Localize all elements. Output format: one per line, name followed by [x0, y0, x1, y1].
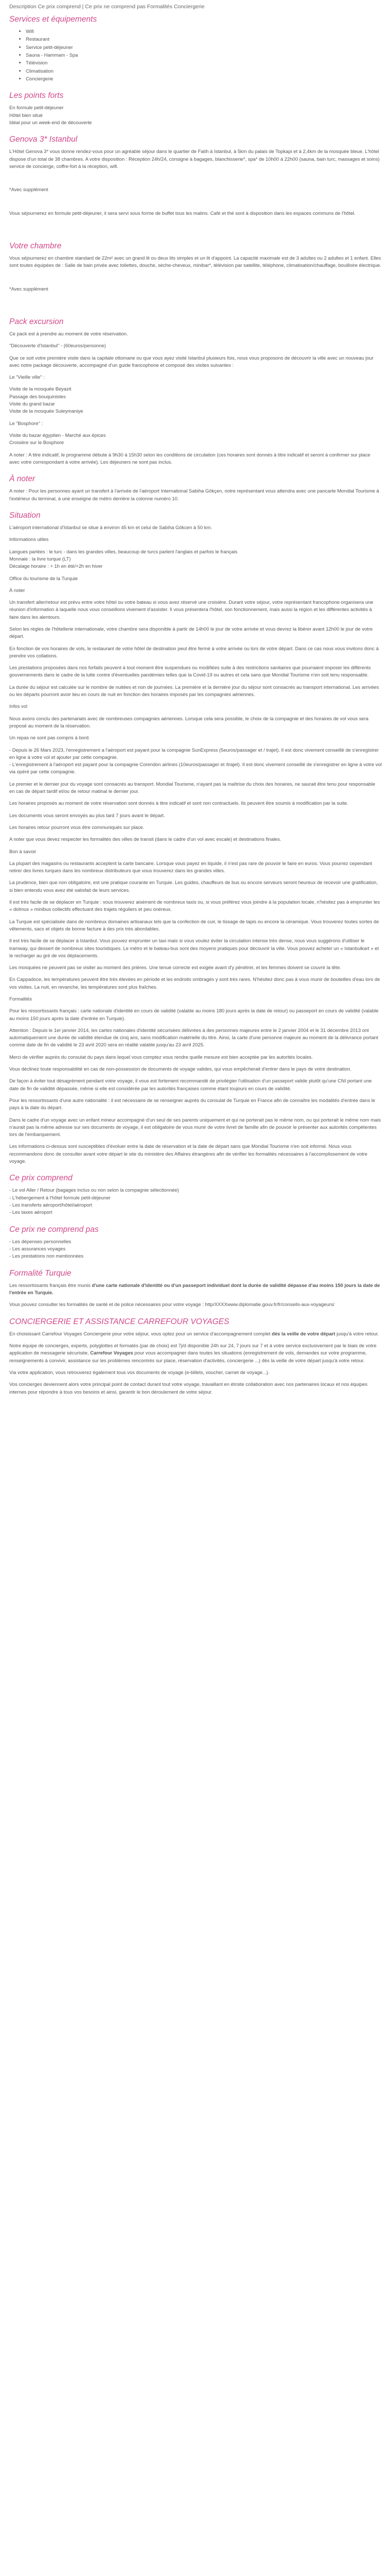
- service-item: • Wifi: [26, 28, 382, 35]
- formalite-heading: Formalité Turquie: [9, 1268, 72, 1278]
- pack-paragraph: A noter : A titre indicatif, le programme débute à 9h30 à 15h30 selon les conditions de circulation (ces horaires sont donnés à titre indicatif et seront à confirmer sur place avec votre correspondant à votre arrivée). Les déjeuners ne sont pas inclus.: [9, 451, 370, 465]
- conciergerie-text: En choisissant Carrefour Voyages Conciergerie pour votre séjour, vous optez pour un service d'accompagnement complet: [9, 1330, 272, 1336]
- situation-paragraph: Il est très facile de se déplacer en Turquie : vous trouverez aisément de nombreux taxis ou, si vous préférez vous joindre à la population locale, n'hésitez pas à emprunter les « dolmus » minibus collectifs effectuant des trajets réguliers et peu onéreux.: [9, 899, 380, 912]
- conciergerie-text: Notre équipe de concierges, experts, polyglottes et formatés (par de choix) est 7j/d disponible 24h sur 24, 7 jours sur 7 et à votre service exclusivement par le biais de votre application de messagerie sécurisée,: [9, 1343, 377, 1356]
- hotel-paragraph: L'Hôtel Genova 3* vous donne rendez-vous pour un agréable séjour dans le quartier de Fatih à Istanbul, à 5km du palais de Topkapi et à 2,4km de la mosquée bleue. L'hôtel dispose d'un total de 38 chambres. A votre disposition : Réception 24h/24, consigne à bagages, blanchisserie*, spa* de 10h00 à 22h00 (sauna, bain turc, massages et soins) service de concierge, coffre-fort à la réception, wifi.: [9, 148, 380, 169]
- hotel-note: *Avec supplément: [9, 187, 48, 193]
- inclus-line: - Les taxes aéroport: [9, 1209, 53, 1215]
- situation-paragraph: Les prestations proposées dans nos forfaits peuvent à tout moment être suspendues ou modifiées suite à des restrictions sanitaires que pourraient imposer les différents gouvernements dans le cadre de la lutte contre d'éventuelles pandémies telles que la Covid-19 ou autres et cela sans que Mondial Tourisme n'en soit tenu responsable.: [9, 665, 371, 678]
- pack-paragraph: Ce pack est à prendre au moment de votre réservation.: [9, 331, 128, 336]
- situation-paragraph: Bon à savoir: [9, 848, 37, 854]
- pack-paragraph: Que ce soit votre première visite dans la capitale ottomane ou que vous ayez visité Istanbul plusieurs fois, nous vous proposons de découvrir la ville avec un nouveau jour avec notre package découverte, accompagné d'un guide francophone et composé des visites suivantes :: [9, 354, 374, 368]
- situation-paragraph: En Cappadoce, les températures peuvent être très élevées en période et les endroits ombragés y sont très rares. N'hésitez donc pas à vous munir de bouteilles d'eau lors de vos visites. La nuit, en revanche, les températures sont plus fraîches.: [9, 976, 380, 990]
- pack-paragraph: Le "Vieille ville" :: [9, 374, 45, 380]
- situation-paragraph: Merci de vérifier auprès du consulat du pays dans lequel vous comptez vous rendre quelle mesure est bien acceptée par les autorités locales.: [9, 1054, 313, 1060]
- visit-line: Visite du grand bazar: [9, 401, 55, 407]
- visit-line: Visite de la mosquée Suleymaniye: [9, 408, 84, 414]
- info-line: Décalage horaire : + 1h en été/+2h en hiver: [9, 563, 103, 569]
- situation-paragraph: Les mosquées ne peuvent pas se visiter au moment des prières. Une tenue correcte est exigée avant d'y pénétrer, et les femmes doivent se couvrir la tête.: [9, 964, 341, 971]
- inclus-line: - Les transferts aéroport/hôtel/aéroport: [9, 1202, 92, 1208]
- situation-paragraph: A noter que vous devez respecter les formalités des villes de transit (dans le cadre d'un vol avec escale) et destinations finales.: [9, 836, 282, 842]
- visit-line: Visite du bazar égyptien - Marché aux épices: [9, 432, 106, 438]
- anoter-heading: À noter: [9, 474, 35, 484]
- situation-paragraph: La prudence, bien que non obligatoire, est une pratique courante en Turquie. Les guides, chauffeurs de bus ou encore serveurs seront heureux de recevoir une gratification, si bien entendu vous avez été satisfait de leurs services.: [9, 879, 378, 893]
- exclus-line: - Les dépenses personnelles: [9, 1238, 71, 1244]
- situation-paragraph: Il est très facile de se déplacer à Istanbul. Vous pouvez emprunter un taxi mais si vous voulez éviter la circulation intense très dense, nous vous suggérons d'utiliser le tramway, qui dessert de nombreux sites touristiques. Le métro et le bateau-bus sont des moyens pratiques pour découvrir la ville. Vous pouvez acheter un « Istanbulkart » et le recharger au gré de vos déplacements.: [9, 938, 379, 958]
- pack-heading: Pack excursion: [9, 317, 64, 326]
- situation-paragraph: À noter: [9, 587, 25, 593]
- situation-paragraph: L'aéroport international d'Istanbul se situe à environ 45 km et celui de Sabiha Gökcen à 50 km.: [9, 524, 212, 531]
- service-item: • Télévision: [26, 59, 382, 66]
- situation-paragraph: Nous avons conclu des partenariats avec de nombreuses compagnies aériennes. Lorsque cela sera possible, le choix de la compagnie et des horaires de vol vous sera proposé au moment de la réservation.: [9, 715, 369, 728]
- description-tabs-text: Description Ce prix comprend | Ce prix ne comprend pas Formalités Conciergerie: [9, 4, 205, 10]
- chambre-heading: Votre chambre: [9, 241, 62, 250]
- services-heading: Services et équipements: [9, 14, 97, 24]
- formalite-paragraph: [9, 1282, 382, 1297]
- formalite-text: Les ressortissants français être munis: [9, 1282, 92, 1288]
- situation-paragraph: Infos vol: [9, 703, 27, 709]
- bosphore-list: [9, 432, 382, 447]
- situation-paragraph: De façon à éviter tout désagrément pendant votre voyage, il vous est fortement recommandé de privilégier l'utilisation d'un passeport valide plutôt qu'une CNI portant une date de fin de validité dépassée, même si elle est considérée par les autorités françaises comme étant toujours en cours de validité.: [9, 1078, 372, 1091]
- situation-paragraph: Selon les règles de l'hôtellerie internationale, votre chambre sera disponible à partir de 14h00 le jour de votre arrivée et vous devrez la libérer avant 12h00 le jour de votre départ.: [9, 626, 373, 639]
- point-fort-line: Idéal pour un week-end de découverte: [9, 119, 92, 125]
- formalite-emphasis: d'une carte nationale d'identité ou d'un passeport individuel dont la durée de validité dépasse d'au moins 150 jours la date de l'entrée en Turquie.: [9, 1282, 380, 1296]
- visit-line: Croisière sur le Bosphore: [9, 439, 64, 446]
- hotel-heading: Genova 3* Istanbul: [9, 135, 77, 144]
- situation-paragraph: Les informations ci-dessus sont susceptibles d'évoluer entre la date de réservation et la date de départ sans que Mondial Tourisme n'en soit informé. Nous vous recommandons donc de consulter avant votre départ le site du ministère des Affaires étrangères afin de vérifier les formalités nécessaires à l'accomplissement de votre voyage.: [9, 1143, 368, 1164]
- exclus-line: - Les prestations non mentionnées: [9, 1253, 84, 1259]
- visit-line: Visite de la mosquée Beyazit: [9, 386, 72, 392]
- service-item: • Conciergerie: [26, 75, 382, 82]
- situation-paragraph: La durée du séjour est calculée sur le nombre de nuitées et non de journées. La première et la dernière jour du séjour sont consacrés au transport international. Les arrivées ou les départs pourront avoir lieu en cours de nuit en fonction des horaires imposés par les compagnies aériennes.: [9, 684, 379, 698]
- info-line: Langues parlées : le turc - dans les grandes villes, beaucoup de turcs parlent l'anglais et parfois le français: [9, 548, 238, 554]
- situation-paragraph: Les horaires retour pourront vous être communiqués sur place.: [9, 824, 144, 830]
- point-fort-line: En formule petit-déjeuner: [9, 105, 64, 111]
- vol-list: [9, 747, 382, 776]
- vieille-ville-list: [9, 385, 382, 415]
- situation-paragraph: Les horaires proposés au moment de votre réservation sont donnés à titre indicatif et sont non contractuels. Ils peuvent être soumis à modification par la suite.: [9, 800, 349, 806]
- services-list: [9, 28, 382, 82]
- exclus-heading: Ce prix ne comprend pas: [9, 1225, 99, 1234]
- service-item: • Restaurant: [26, 36, 382, 43]
- service-item: • Service petit-déjeuner: [26, 44, 382, 51]
- conciergerie-paragraph: Vos concierges deviennent alors votre principal point de contact durant tout votre voyage, travaillant en étroite collaboration avec nos partenaires locaux et nos équipes internes pour répondre à tous vos besoins et ainsi, garantir le bon déroulement de votre séjour.: [9, 1381, 368, 1395]
- service-item: • Sauna - Hammam - Spa: [26, 52, 382, 59]
- vol-line: - Depuis le 26 Mars 2023, l'enregistrement a l'aéroport est payant pour la compagnie SunExpress (5euros/passager et / trajet). Il est donc vivement conseillé de s'enregistrer en ligne à votre vol et ajouter par cette compagnie.: [9, 747, 379, 760]
- situation-paragraph: Un repas ne sont pas compris à bord.: [9, 735, 90, 741]
- hotel-paragraph: Vous séjournerez en formule petit-déjeuner, il sera servi sous forme de buffet tous les matins. Café et thé sont à disposition dans les espaces communs de l'hôtel.: [9, 210, 356, 216]
- pack-paragraph: "Découverte d'Istanbul" - (60euros/personne): [9, 343, 106, 349]
- conciergerie-paragraph: [9, 1330, 382, 1337]
- points-forts-list: [9, 104, 382, 126]
- pack-paragraph: Le "Bosphore" :: [9, 420, 43, 426]
- conciergerie-emphasis: Carrefour Voyages: [90, 1350, 134, 1356]
- visit-line: Passage des bouquinistes: [9, 393, 66, 399]
- situation-paragraph: Les documents vous seront envoyés au plus tard 7 jours avant le départ.: [9, 812, 165, 818]
- anoter-paragraph: A noter : Pour les personnes ayant un transfert à l'arrivée de l'aéroport International Sabiha Gökçen, notre représentant vous attendra avec une pancarte Mondial Tourisme à l'extérieur du terminal, à une enseigne de métro derrière la colonne numéro 10.: [9, 488, 379, 501]
- service-item: • Climatisation: [26, 67, 382, 75]
- situation-heading: Situation: [9, 511, 41, 520]
- situation-paragraph: Vous déclinez toute responsabilité en cas de non-possession de documents de voyage valides, qui vous empêcherait d'entrer dans le pays de votre destination.: [9, 1066, 352, 1072]
- situation-paragraph: Pour les ressortissants français : carte nationale d'identité en cours de validité (valable au moins 180 jours après la date de retour) ou passeport en cours de validité (valable au moins 150 jours après la date d'entrée en Turquie).: [9, 1008, 379, 1021]
- chambre-paragraph: Vous séjournerez en chambre standard de 22m² avec un grand lit ou deux lits simples et un lit d'appoint. La capacité maximale est de 3 adultes ou 2 adultes et 1 enfant. Elles sont toutes équipées de : Salle de bain privée avec toilettes, douche, sèche-cheveux, minibar*, télévision par satellite, téléphone, climatisation/chauffage, bouilloire électrique.: [9, 255, 382, 268]
- conciergerie-paragraph: [9, 1342, 382, 1364]
- conciergerie-text: pour vous accompagner dans toutes les situations (enregistrement de vols, demandes sur votre programme, renseignements à convivir, assistance sur les problèmes rencontrés sur place, réservation d'activités, conciergerie ...) dès la veille de votre départ jusqu'à votre retour.: [9, 1350, 367, 1363]
- conciergerie-paragraph: Via votre application, vous retrouverez également tous vos documents de voyage (e-billets, voucher, carnet de voyage...).: [9, 1369, 270, 1376]
- situation-paragraph: Office du tourisme de la Turquie: [9, 575, 78, 581]
- situation-paragraph: La plupart des magasins ou restaurants acceptent la carte bancaire. Lorsque vous payez en liquide, il n'est pas rare de pouvoir le faire en euros. Vous pourrez cependant retirer des livres turques dans les nombreux distributeurs que vous trouverez dans les grandes villes.: [9, 860, 372, 874]
- situation-paragraph: La Turquie est spécialisée dans de nombreux domaines artisanaux tels que la confection de cuir, le tissage de tapis ou encore la céramique. Vous trouverez toutes sortes de vêtements, sacs et objets de bonne facture à des prix très abordables.: [9, 918, 379, 931]
- conciergerie-emphasis: dès la veille de votre départ: [271, 1330, 335, 1336]
- situation-paragraph: Dans le cadre d'un voyage avec un enfant mineur accompagné d'un seul de ses parents uniquement et qui ne porterait pas le même nom, ou qui porterait le même nom mais n'aurait pas la même adresse sur ses documents de voyage, il est obligatoire de vous munir de votre livret de famille afin de pouvoir le présenter aux autorités compétentes lors de l'embarquement.: [9, 1116, 381, 1138]
- situation-paragraph: Attention : Depuis le 1er janvier 2014, les cartes nationales d'identité sécurisées délivrées à des personnes majeures entre le 2 janvier 2004 et le 31 décembre 2013 ont automatiquement une durée de validité étendue de cinq ans, sans modification matérielle du titre. Ainsi, la carte d'une personne majeure au moment de la délivrance portant comme date de fin de validité le 23 avril 2020 sera en réalité valable jusqu'au 23 avril 2025.: [9, 1027, 379, 1048]
- point-fort-line: Hôtel bien situé: [9, 112, 43, 118]
- conciergerie-text: jusqu'à votre retour.: [335, 1330, 379, 1336]
- situation-paragraph: Informations utiles: [9, 536, 49, 543]
- situation-paragraph: Formalités: [9, 995, 32, 1002]
- points-forts-heading: Les points forts: [9, 91, 64, 100]
- inclus-heading: Ce prix comprend: [9, 1174, 73, 1183]
- situation-paragraph: Un transfert aller/retour est prévu entre votre hôtel ou votre bateau si vous avez réservé une croisière. Durant votre séjour, votre représentant francophone organisera une réunion d'information à laquelle nous vous conseillons vivement d'assister. Il vous présentera l'hôtel, son fonctionnement, mais aussi la région et les différentes activités à faire dans les alentours.: [9, 599, 373, 620]
- situation-paragraph: En fonction de vos horaires de vols, le restaurant de votre hôtel de destination peut être fermé à votre arrivée ou lors de votre départ. Dans ce cas nous vous invitons donc à prendre vos collations.: [9, 645, 379, 658]
- inclus-list: [9, 1187, 382, 1216]
- inclus-line: - L'hébergement à l'hôtel formule petit-déjeuner: [9, 1194, 111, 1200]
- info-line: Monnaie : la livre turque (LT): [9, 555, 71, 562]
- info-list: [9, 548, 382, 570]
- conciergerie-heading: CONCIERGERIE ET ASSISTANCE CARREFOUR VOYAGES: [9, 1317, 230, 1326]
- situation-paragraph: Le premier et le dernier jour du voyage sont consacrés au transport. Mondial Tourisme, n'ayant pas la maîtrise du choix des horaires, ne saurait être tenu pour responsable en cas de départ tardif et/ou de retour matinal le dernier jour.: [9, 781, 376, 794]
- exclus-line: - Les assurances voyages: [9, 1246, 66, 1252]
- chambre-note: *Avec supplément: [9, 285, 48, 292]
- situation-paragraph: Pour les ressortissants d'une autre nationalité : il est nécessaire de se renseigner auprès du consulat de Turquie en France afin de connaître les modalités d'entrée dans le pays à la date du départ.: [9, 1097, 376, 1111]
- vol-line: - L'enregistrement à l'aéroport est payant pour la compagnie Corendon airlines (10euros/passager et /trajet). Il est donc vivement conseillé de s'enregistrer en ligne à votre vol via opéré par cette compagnie.: [9, 761, 382, 775]
- formalite-paragraph: Vous pouvez consulter les formalités de santé et de police nécessaires pour votre voyage : http/XXXXwww.diplomatie.gouv.fr/fr/conseils-aux-voyageurs/: [9, 1301, 335, 1308]
- exclus-list: [9, 1238, 382, 1260]
- inclus-line: - Le vol Aller / Retour (bagages inclus ou non selon la compagnie sélectionnée): [9, 1187, 179, 1193]
